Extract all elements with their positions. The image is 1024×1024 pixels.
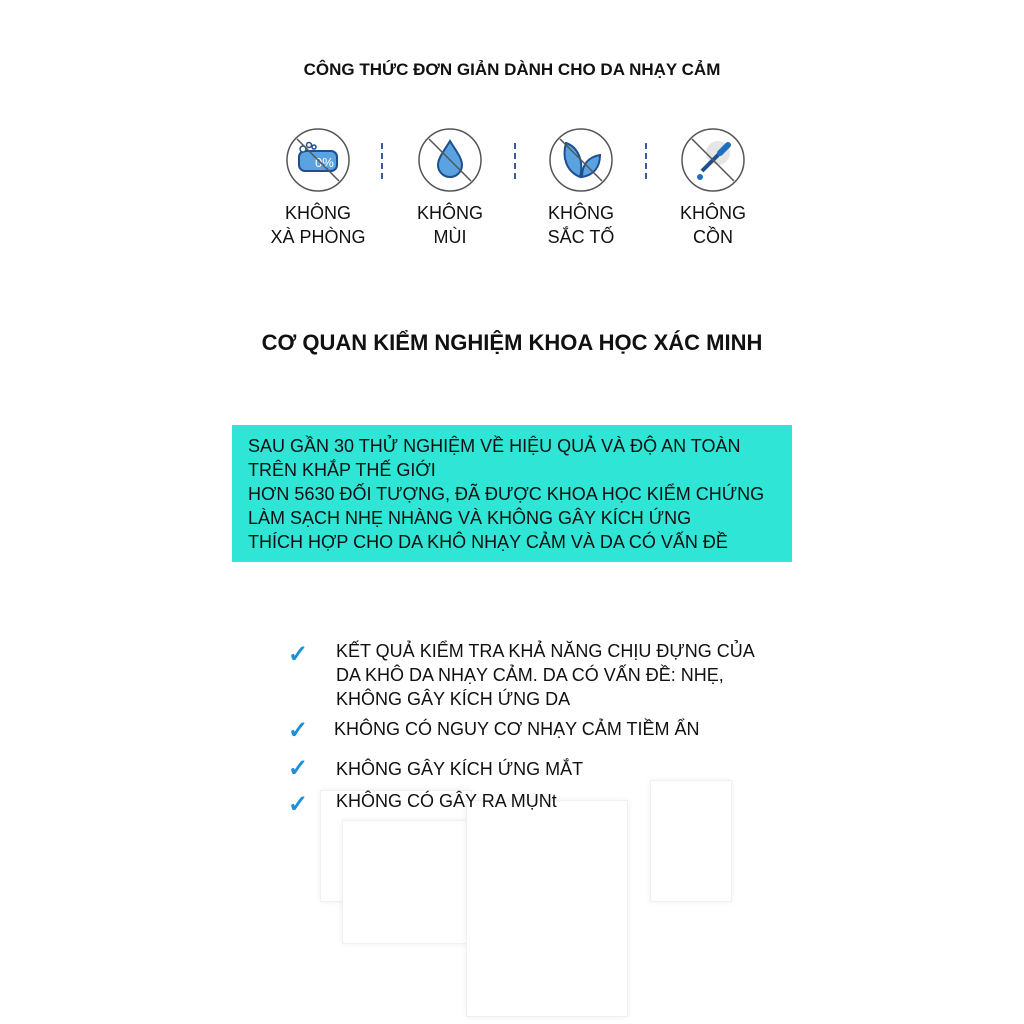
dashed-divider: [645, 143, 647, 179]
highlight-line: HƠN 5630 ĐỐI TƯỢNG, ĐÃ ĐƯỢC KHOA HỌC KIỂM CHỨNG: [248, 484, 765, 504]
checklist-item: KHÔNG CÓ NGUY CƠ NHẠY CẢM TIỀM ẨN: [334, 719, 700, 739]
feature-label: KHÔNG: [679, 203, 746, 223]
section-title-formula: CÔNG THỨC ĐƠN GIẢN DÀNH CHO DA NHẠY CẢM: [303, 60, 721, 79]
checkmark-icon: ✓: [288, 755, 309, 782]
feature-no-soap: [253, 127, 383, 249]
feature-label: SẮC TỐ: [547, 227, 615, 247]
feature-no-fragrance: [385, 127, 515, 249]
highlight-line: TRÊN KHẮP THẾ GIỚI: [248, 460, 436, 480]
section-title-verification: CƠ QUAN KIỂM NGHIỆM KHOA HỌC XÁC MINH: [261, 330, 763, 355]
feature-label: KHÔNG: [547, 203, 614, 223]
checklist-item: KHÔNG GÂY KÍCH ỨNG MẮT: [336, 759, 584, 779]
dashed-divider: [381, 143, 383, 179]
no-soap-icon: [285, 127, 351, 193]
checklist-item: KHÔNG CÓ GÂY RA MỤNt: [336, 791, 557, 811]
highlight-line: THÍCH HỢP CHO DA KHÔ NHẠY CẢM VÀ DA CÓ VẤN ĐỀ: [248, 532, 728, 552]
checklist-item: KẾT QUẢ KIỂM TRA KHẢ NĂNG CHỊU ĐỰNG CỦA DA KHÔ DA NHẠY CẢM. DA CÓ VẤN ĐỀ: NHẸ, KHÔNG GÂY KÍCH ỨNG DA: [336, 641, 754, 709]
highlight-line: SAU GẦN 30 THỬ NGHIỆM VỀ HIỆU QUẢ VÀ ĐỘ AN TOÀN: [248, 436, 741, 456]
checkmark-icon: ✓: [288, 641, 309, 668]
checkmark-icon: ✓: [288, 791, 309, 818]
highlight-line: LÀM SẠCH NHẸ NHÀNG VÀ KHÔNG GÂY KÍCH ỨNG: [248, 508, 692, 528]
feature-no-alcohol: [648, 127, 778, 249]
feature-label: MÙI: [433, 227, 467, 247]
checkmark-icon: ✓: [288, 717, 309, 744]
no-pigment-leaf-icon: [548, 127, 614, 193]
no-fragrance-drop-icon: [417, 127, 483, 193]
feature-label: XÀ PHÒNG: [270, 227, 366, 247]
no-alcohol-dropper-icon: [680, 127, 746, 193]
feature-label: KHÔNG: [284, 203, 351, 223]
feature-label: KHÔNG: [416, 203, 483, 223]
highlight-box: [232, 425, 792, 562]
feature-label: CỒN: [693, 227, 733, 247]
feature-no-pigment: [516, 127, 646, 249]
soap-badge: 0%: [315, 155, 334, 170]
